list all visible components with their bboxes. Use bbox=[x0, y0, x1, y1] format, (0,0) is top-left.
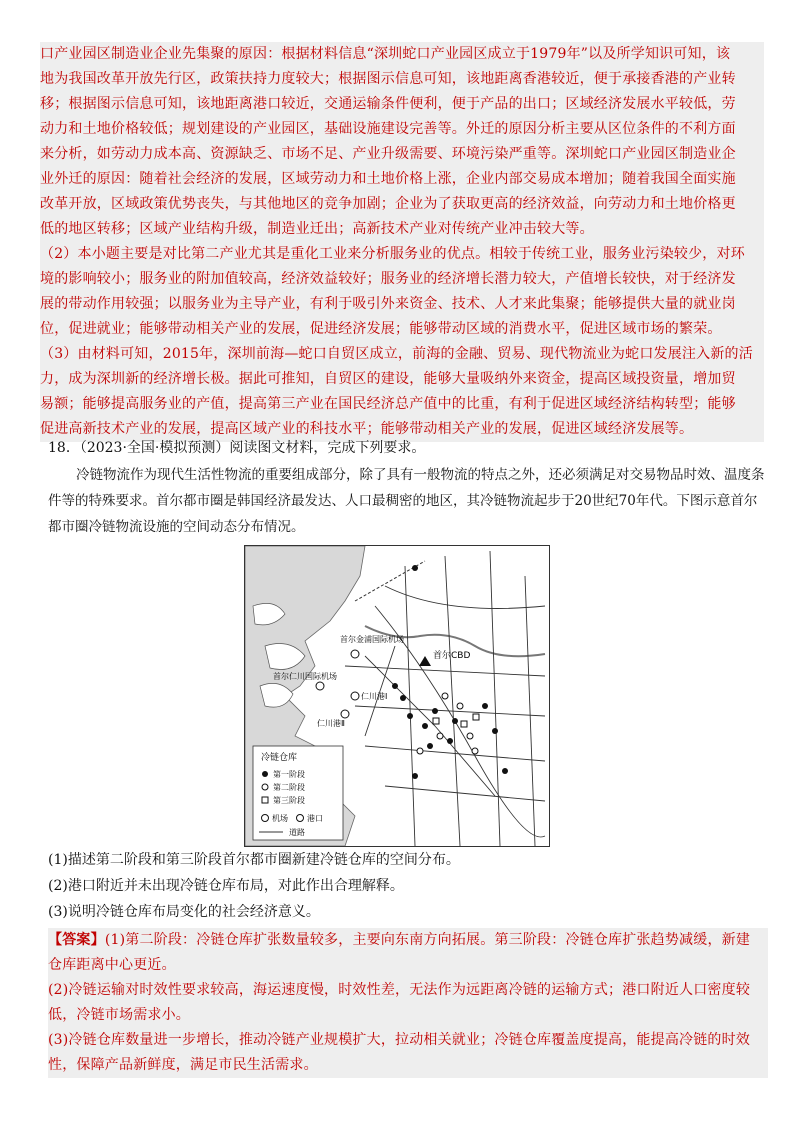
legend-title: 冷链仓库 bbox=[261, 753, 298, 763]
airport-icon bbox=[351, 650, 359, 658]
answer-line: 性，保障产品新鲜度，满足市民生活需求。 bbox=[48, 1057, 318, 1073]
airport-icon bbox=[316, 682, 324, 690]
legend-stage2-symbol bbox=[262, 784, 268, 790]
explanation-line: 位，促进就业；能够带动相关产业的发展，促进经济发展；能够带动区域的消费水平，促进区域市场的繁荣。 bbox=[40, 321, 722, 337]
stage1-warehouses bbox=[392, 565, 508, 779]
explanation-line: 展的带动作用较强；以服务业为主导产业，有利于吸引外来资金、技术、人才来此集聚；能够提供大量的就业岗 bbox=[40, 296, 736, 312]
answer-text: (1)第二阶段：冷链仓库扩张数量较多，主要向东南方向拓展。第三阶段：冷链仓库扩张趋势减缓，新建 bbox=[104, 932, 751, 948]
answer-line: (3)冷链仓库数量进一步增长，推动冷链产业规模扩大，拉动相关就业；冷链仓库覆盖度提高，能提高冷链的时效 bbox=[48, 1032, 751, 1048]
explanation-line: 动力和土地价格较低；规划建设的产业园区，基础设施建设完善等。外迁的原因分析主要从区位条件的不利方面 bbox=[40, 121, 736, 137]
port-icon bbox=[341, 710, 349, 718]
port-icon bbox=[351, 692, 359, 700]
answer-line: 低，冷链市场需求小。 bbox=[48, 1007, 190, 1023]
explanation-line: 移；根据图示信息可知，该地距离港口较近，交通运输条件便利，便于产品的出口；区域经济发展水平较低，劳 bbox=[40, 96, 736, 112]
legend-stage2: 第二阶段 bbox=[273, 783, 305, 792]
answer-line bbox=[48, 928, 768, 953]
legend-road: 道路 bbox=[289, 828, 305, 837]
answer-line: 仓库距离中心更近。 bbox=[48, 957, 176, 973]
answer-line: (2)冷链运输对时效性要求较高，海运速度慢，时效性差，无法作为远距离冷链的运输方式；港口附近人口密度较 bbox=[48, 982, 751, 998]
map-svg bbox=[245, 546, 549, 846]
legend-port: 港口 bbox=[307, 814, 323, 823]
incheon-airport-label: 首尔仁川国际机场 bbox=[273, 672, 337, 681]
answer-explanation-block bbox=[40, 42, 764, 442]
explanation-line: 境的影响较小；服务业的附加值较高，经济效益较好；服务业的经济增长潜力较大，产值增长较快，对于经济发 bbox=[40, 271, 736, 287]
legend-stage3-symbol bbox=[262, 797, 268, 803]
question-material: 冷链物流作为现代生活性物流的重要组成部分，除了具有一般物流的特点之外，还必须满足对交易物品时效、温度条件等的特殊要求。首尔都市圈是韩国经济最发达、人口最稠密的地区，其冷链物流起步于20世纪70年代。下图示意首尔都市圈冷链物流设施的空间动态分布情况。 bbox=[48, 467, 765, 535]
explanation-line: （2）本小题主要是对比第二产业尤其是重化工业来分析服务业的优点。相较于传统工业，服务业污染较少，对环 bbox=[40, 246, 745, 262]
legend-airport-icon bbox=[262, 815, 269, 822]
seoul-cbd-label: 首尔CBD bbox=[433, 651, 471, 661]
explanation-line: 地为我国改革开放先行区，政策扶持力度较大；根据图示信息可知，该地距离香港较近，便于承接香港的产业转 bbox=[40, 71, 736, 87]
sub-question-2: (2)港口附近并未出现冷链仓库布局，对此作出合理解释。 bbox=[48, 878, 404, 894]
sub-question-1: (1)描述第二阶段和第三阶段首尔都市圈新建冷链仓库的空间分布。 bbox=[48, 852, 460, 868]
legend-stage3: 第三阶段 bbox=[273, 796, 305, 805]
seoul-cold-chain-map bbox=[244, 545, 550, 847]
incheon-port2-label: 仁川港Ⅱ bbox=[317, 719, 345, 728]
explanation-line: 促进高新技术产业的发展，提高区域产业的科技水平；能够带动相关产业的发展，促进区域经济发展等。 bbox=[40, 421, 694, 437]
legend-port-icon bbox=[297, 815, 304, 822]
seoul-cbd-marker bbox=[419, 656, 431, 666]
legend-airport: 机场 bbox=[272, 814, 288, 823]
explanation-line: 力，成为深圳新的经济增长极。据此可推知，自贸区的建设，能够大量吸纳外来资金，提高区域投资量，增加贸 bbox=[40, 371, 736, 387]
legend-stage1: 第一阶段 bbox=[273, 770, 305, 779]
sub-question-3: (3)说明冷链仓库布局变化的社会经济意义。 bbox=[48, 904, 320, 920]
explanation-line: 业外迁的原因：随着社会经济的发展，区域劳动力和土地价格上涨，企业内部交易成本增加；随着我国全面实施 bbox=[40, 171, 736, 187]
gimpo-airport-label: 首尔金浦国际机场 bbox=[340, 635, 404, 644]
answer-label: 【答案】 bbox=[48, 932, 105, 948]
explanation-line: 口产业园区制造业企业先集聚的原因：根据材料信息“深圳蛇口产业园区成立于1979年”以及所学知识可知，该 bbox=[40, 46, 731, 62]
legend-stage1-symbol bbox=[262, 771, 268, 777]
explanation-line: 易额；能够提高服务业的产值，提高第三产业在国民经济总产值中的比重，有利于促进区域经济结构转型；能够 bbox=[40, 396, 736, 412]
incheon-port1-label: 仁川港Ⅰ bbox=[361, 692, 388, 701]
question-header: 18．（2023·全国·模拟预测）阅读图文材料，完成下列要求。 bbox=[48, 440, 426, 456]
answer-block bbox=[48, 928, 768, 1078]
map-legend bbox=[253, 746, 343, 840]
explanation-line: （3）由材料可知，2015年，深圳前海—蛇口自贸区成立，前海的金融、贸易、现代物流业为蛇口发展注入新的活 bbox=[40, 346, 753, 362]
explanation-line: 来分析，如劳动力成本高、资源缺乏、市场不足、产业升级需要、环境污染严重等。深圳蛇口产业园区制造业企 bbox=[40, 146, 736, 162]
explanation-line: 低的地区转移；区域产业结构升级，制造业迁出；高新技术产业对传统产业冲击较大等。 bbox=[40, 221, 594, 237]
explanation-line: 改革开放，区域政策优势丧失，与其他地区的竞争加剧；企业为了获取更高的经济效益，向劳动力和土地价格更 bbox=[40, 196, 736, 212]
